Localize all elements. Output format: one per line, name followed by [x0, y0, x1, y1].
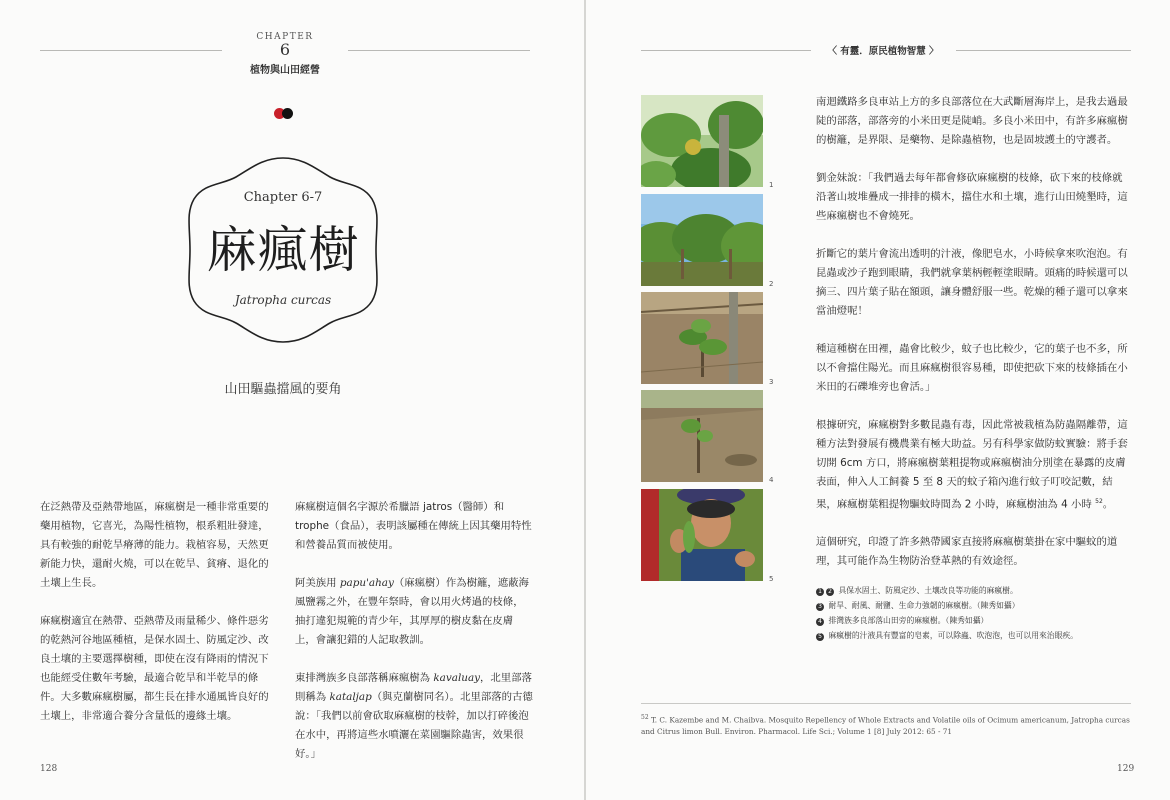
caption-number-badge: 4	[816, 618, 824, 626]
footnote-text: T. C. Kazembe and M. Chaibva. Mosquito Repellency of Whole Extracts and Volatile oils of Ocimum americanum, Jatropha curcas and Citrus limon Bull. Environ. Pharmacol. Life Sci.; Volume 1 [8] July 2012: 65 - 71	[641, 715, 1130, 737]
paragraph	[295, 669, 533, 764]
caption-number-badge: 5	[816, 633, 824, 641]
photo-jatropha-seedling	[641, 292, 763, 384]
running-head: 〈 有靈．原民植物智慧 〉	[827, 46, 939, 57]
footnote-number: 52	[641, 714, 649, 721]
paragraph: 劉金妹說：「我們過去每年都會修砍麻瘋樹的枝條，砍下來的枝條就沿著山坡堆疊成一排排的橫木，擋住水和土壤，進行山田燒墾時，這些麻瘋樹也不會燒死。	[816, 172, 1128, 222]
caption-line	[816, 628, 1078, 643]
footnote	[641, 712, 1131, 738]
paragraph: 折斷它的葉片會流出透明的汁液，像肥皂水，小時候拿來吹泡泡。有昆蟲或沙子跑到眼睛，我們就拿葉柄輕輕塗眼睛。頭痛的時候還可以摘三、四片葉子貼在額頭，讓身體舒服一些。乾燥的種子還可以拿來當油燈呢！	[816, 248, 1128, 317]
photo-woman-bubbles	[641, 489, 763, 581]
photo-jatropha-fruit	[641, 95, 763, 187]
text-run: 阿美族用	[295, 577, 340, 589]
caption-text: 排灣族多良部落山田旁的麻瘋樹。（陳秀如攝）	[828, 616, 989, 625]
caption-text: 具保水固土、防風定沙、土壤改良等功能的麻瘋樹。	[838, 586, 1018, 595]
emblem-chapter-label: Chapter 6-7	[243, 190, 323, 205]
caption-line	[816, 583, 1078, 598]
section-subtitle: 山田驅蟲擋風的要角	[224, 382, 342, 397]
photo-number: 4	[769, 476, 774, 484]
caption-text: 耐旱、耐風、耐鹽、生命力強韌的麻瘋樹。（陳秀如攝）	[828, 601, 1020, 610]
left-column-1	[40, 498, 278, 745]
photo-jatropha-field	[641, 390, 763, 482]
left-column-2	[295, 498, 533, 783]
chapter-word: CHAPTER	[256, 32, 314, 42]
caption-line	[816, 613, 1078, 628]
text-run: ，北里部落則稱為	[295, 672, 532, 703]
paragraph: 在泛熱帶及亞熱帶地區，麻瘋樹是一種非常重要的藥用植物，它喜光，為陽性植物，根系粗壯發達，具有較強的耐乾旱瘠薄的能力。栽植容易，天然更新能力快，還耐火燒，可以在乾旱、貧瘠、退化的土壤上生長。	[40, 501, 269, 589]
photo-captions	[816, 583, 1078, 643]
paragraph: 這個研究，印證了許多熱帶國家直接將麻瘋樹葉掛在家中驅蚊的道理，其可能作為生物防治登革熱的有效途徑。	[816, 536, 1118, 568]
right-text-column	[816, 93, 1131, 590]
caption-number-badge: 3	[816, 603, 824, 611]
paragraph: 麻瘋樹這個名字源於希臘語 jatros（醫師）和 trophe（食品），表明該屬種在傳統上因其藥用特性和營養品質而被使用。	[295, 501, 532, 551]
amis-term: papu'ahay	[339, 577, 394, 589]
text-run: （麻瘋樹）作為樹籬，遮蔽海風鹽霧之外，在豐年祭時，會以用火烤過的枝條，抽打違犯規範的青少年，其厚厚的樹皮黏在皮膚上，會讓犯錯的人記取教訓。	[295, 577, 529, 646]
black-dot	[282, 108, 293, 119]
paragraph: 南迴鐵路多良車站上方的多良部落位在大武斷層海岸上，是我去過最陡的部落，部落旁的小米田更是陡峭。多良小米田中，有許多麻瘋樹的樹籬，是界限、是藥物、是除蟲植物，也是固坡護土的守護者。	[816, 96, 1128, 146]
paiwan-term: kavaluay	[433, 672, 481, 684]
header-rule-left	[40, 50, 222, 51]
page-number-left: 128	[40, 764, 58, 774]
plant-title: 麻瘋樹	[206, 221, 360, 279]
caption-number-badge: 1	[816, 588, 824, 596]
chapter-number: 6	[279, 40, 291, 59]
text-run: 東排灣族多良部落稱麻瘋樹為	[295, 672, 434, 684]
text-run: 根據研究，麻瘋樹對多數昆蟲有毒，因此常被栽植為防蟲隔離帶，這種方法對發展有機農業有極大助益。另有科學家做防蚊實驗：將手套切開 6cm 方口，將麻瘋樹葉粗提物或麻瘋樹油分別塗在暴露的皮膚表面，伸入人工飼養 5 至 8 天的蚊子箱內進行蚊子叮咬記數，結果，麻瘋樹葉粗提物驅蚊時間為 2 小時，麻瘋樹油為 4 小時	[816, 419, 1128, 511]
footnote-reference[interactable]: 52	[1095, 498, 1103, 505]
photo-number: 2	[769, 280, 774, 288]
paragraph: 種這種樹在田裡，蟲會比較少，蚊子也比較少，它的葉子也不多，所以不會擋住陽光。而且麻瘋樹很容易種，即使把砍下來的枝條插在小米田的石礫堆旁也會活。」	[816, 343, 1128, 393]
photo-number: 1	[769, 181, 774, 189]
caption-number-badge: 2	[826, 588, 834, 596]
text-run: （與克蘭樹同名）。北里部落的古德說：「我們以前會砍取麻瘋樹的枝幹，加以打碎後泡在水中，再將這些水噴灑在菜園驅除蟲害，效果很好。」	[295, 691, 533, 760]
page-number-right: 129	[1117, 764, 1135, 774]
photo-number: 5	[769, 575, 774, 583]
header-rule-right	[348, 50, 530, 51]
caption-line	[816, 598, 1078, 613]
footnote-rule	[641, 703, 1131, 704]
paragraph	[295, 574, 533, 650]
photo-number: 3	[769, 378, 774, 386]
photo-jatropha-hedge	[641, 194, 763, 286]
chapter-title: 植物與山田經營	[250, 65, 320, 76]
caption-text: 麻瘋樹的汁液具有豐富的皂素，可以除蟲、吹泡泡，也可以用來治眼疾。	[828, 631, 1078, 640]
paiwan-term: kataljap	[329, 691, 372, 703]
header-rule-right	[956, 50, 1131, 51]
header-rule-left	[641, 50, 811, 51]
paragraph: 根據研究，麻瘋樹對多數昆蟲有毒，因此常被栽植為防蟲隔離帶，這種方法對發展有機農業有極大助益。另有科學家做防蚊實驗：將手套切開 6cm 方口，將麻瘋樹葉粗提物或麻瘋樹油分別塗在暴露的皮膚表面，伸入人工飼養 5 至 8 天的蚊子箱內進行蚊子叮咬記數，結果，麻瘋樹葉粗提物驅蚊時間為 2 小時，麻瘋樹油為 4 小時 $^{52}$。	[816, 419, 1128, 511]
paragraph: 麻瘋樹適宜在熱帶、亞熱帶及雨量稀少、條件惡劣的乾熱河谷地區種植，是保水固土、防風定沙、改良土壤的主要選擇樹種，即使在沒有降雨的情況下也能經受住數年考驗，最適合乾旱和半乾旱的條件。大多數麻瘋樹屬，都生長在排水通風皆良好的土壤上，非常適合養分含量低的邊緣土壤。	[40, 615, 269, 722]
latin-name: Jatropha curcas	[234, 293, 332, 307]
